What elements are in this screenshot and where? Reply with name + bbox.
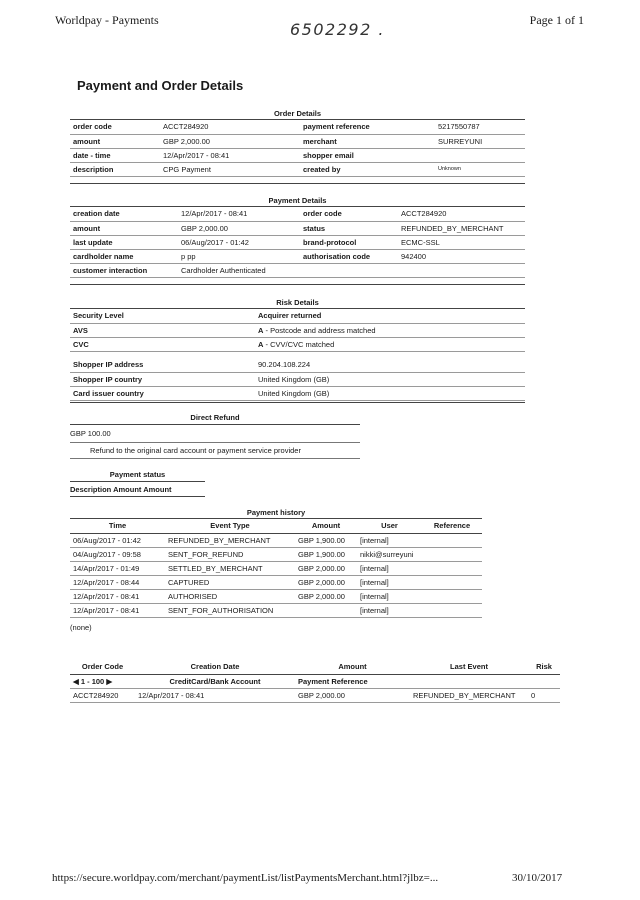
field-value: Cardholder Authenticated [178,263,300,277]
last-event: REFUNDED_BY_MERCHANT [410,688,528,702]
divider [70,424,360,425]
field-value: 12/Apr/2017 - 08:41 [178,207,300,221]
divider [70,458,360,459]
table-row [70,249,525,263]
table-row [70,309,525,323]
table-row [70,386,525,400]
field-label: created by [300,162,435,176]
field-value [255,337,525,351]
field-label: date - time [70,148,160,162]
field-label: Card issuer country [70,386,255,400]
event-amount: GBP 2,000.00 [295,561,357,575]
previous-page-icon[interactable]: ◀ [73,676,79,686]
field-label: order code [70,120,160,134]
event-user: [internal] [357,533,422,547]
table-header-row [70,519,482,533]
field-value: ACCT284920 [160,120,300,134]
event-amount: GBP 1,900.00 [295,533,357,547]
field-value [435,148,525,162]
field-value: GBP 2,000.00 [160,134,300,148]
page-number: Page 1 of 1 [529,13,584,27]
refund-note: Refund to the original card account or payment service provider [90,446,301,455]
empty-cell [300,263,398,277]
field-label: description [70,162,160,176]
event-user: [internal] [357,603,422,617]
order-details-table [70,120,525,177]
pager [70,674,135,688]
next-page-icon[interactable]: ▶ [106,676,113,686]
event-amount: GBP 2,000.00 [295,589,357,603]
table-row [70,162,525,176]
table-subheader-row [70,674,560,688]
event-time: 12/Apr/2017 - 08:41 [70,589,165,603]
field-value: ECMC-SSL [398,235,525,249]
field-value: REFUNDED_BY_MERCHANT [398,221,525,235]
risk-score: 0 [528,688,560,702]
table-row [70,120,525,134]
column-header: CreditCard/Bank Account [135,674,295,688]
table-row [70,148,525,162]
table-row [70,221,525,235]
field-value: 12/Apr/2017 - 08:41 [160,148,300,162]
field-label: authorisation code [300,249,398,263]
divider [70,481,205,482]
direct-refund-title: Direct Refund [190,413,240,422]
payment-status-headers [70,485,172,494]
event-amount [295,603,357,617]
none-label: (none) [70,623,92,632]
field-label: Shopper IP address [70,358,255,372]
payment-details-table [70,207,525,278]
event-type: SENT_FOR_REFUND [165,547,295,561]
field-label: creation date [70,207,178,221]
empty-cell [398,263,525,277]
column-header: Amount [295,519,357,533]
event-user: nikki@surreyuni [357,547,422,561]
field-value: SURREYUNI [435,134,525,148]
column-header: User [357,519,422,533]
page-title: Payment and Order Details [77,78,244,93]
table-row[interactable] [70,688,560,702]
column-header: Acquirer returned [255,309,525,323]
column-header: Reference [422,519,482,533]
field-label: Shopper IP country [70,372,255,386]
order-details-title: Order Details [273,109,322,118]
divider [70,284,525,285]
field-label: amount [70,221,178,235]
table-row [70,372,525,386]
event-user: [internal] [357,589,422,603]
event-time: 06/Aug/2017 - 01:42 [70,533,165,547]
event-reference [422,575,482,589]
table-header-row [70,660,560,674]
risk-details-table [70,309,525,352]
table-row [70,263,525,277]
table-row [70,134,525,148]
field-value: GBP 2,000.00 [178,221,300,235]
table-row [70,547,482,561]
empty-cell [528,674,560,688]
handwritten-reference: 6502292 . [290,20,385,39]
field-label: shopper email [300,148,435,162]
field-value: CPG Payment [160,162,300,176]
event-type: CAPTURED [165,575,295,589]
table-row [70,235,525,249]
payment-history-table [70,519,482,618]
field-label: brand-protocol [300,235,398,249]
column-header: Event Type [165,519,295,533]
event-time: 04/Aug/2017 - 09:58 [70,547,165,561]
column-header: Amount [295,660,410,674]
field-value: United Kingdom (GB) [255,386,525,400]
table-row [70,603,482,617]
field-value: Unknown [435,162,525,176]
column-header: Description [70,485,112,494]
payment-history-title: Payment history [246,508,306,517]
event-reference [422,533,482,547]
table-row [70,337,525,351]
event-reference [422,589,482,603]
result-text: - CVV/CVC matched [263,339,335,349]
field-label: amount [70,134,160,148]
event-time: 12/Apr/2017 - 08:44 [70,575,165,589]
result-code: A [258,339,264,349]
payment-details-title: Payment Details [268,196,327,205]
column-header: Amount [143,485,172,494]
event-reference [422,603,482,617]
event-type: SETTLED_BY_MERCHANT [165,561,295,575]
divider [70,183,525,184]
column-header: Time [70,519,165,533]
event-amount: GBP 1,900.00 [295,547,357,561]
field-value: p pp [178,249,300,263]
order-list-table [70,660,560,703]
pager-range: 1 - 100 [80,676,105,686]
print-header-title: Worldpay - Payments [55,13,159,27]
footer-date: 30/10/2017 [512,872,563,884]
field-value [255,323,525,337]
table-row [70,561,482,575]
result-code: A [258,325,264,335]
event-amount: GBP 2,000.00 [295,575,357,589]
table-row [70,533,482,547]
field-value: ACCT284920 [398,207,525,221]
table-row [70,207,525,221]
field-value: 90.204.108.224 [255,358,525,372]
event-type: AUTHORISED [165,589,295,603]
column-header: Security Level [70,309,255,323]
order-code-link[interactable]: ACCT284920 [70,688,135,702]
table-row [70,323,525,337]
divider [70,442,360,443]
event-user: [internal] [357,561,422,575]
event-type: REFUNDED_BY_MERCHANT [165,533,295,547]
field-value: 06/Aug/2017 - 01:42 [178,235,300,249]
divider [70,402,525,403]
column-header: Amount [113,485,142,494]
field-value: 942400 [398,249,525,263]
field-label: merchant [300,134,435,148]
field-label: customer interaction [70,263,178,277]
event-time: 14/Apr/2017 - 01:49 [70,561,165,575]
field-label: AVS [70,323,255,337]
field-label: status [300,221,398,235]
risk-details-title: Risk Details [276,298,319,307]
empty-cell [410,674,528,688]
field-label: CVC [70,337,255,351]
creation-date: 12/Apr/2017 - 08:41 [135,688,295,702]
footer-url: https://secure.worldpay.com/merchant/paymentList/listPaymentsMerchant.html?jlbz=... [52,872,439,884]
result-text: - Postcode and address matched [263,325,376,335]
field-label: cardholder name [70,249,178,263]
refund-amount: GBP 100.00 [70,429,111,438]
field-label: last update [70,235,178,249]
field-label: payment reference [300,120,435,134]
divider [70,496,205,497]
field-label: order code [300,207,398,221]
field-value: United Kingdom (GB) [255,372,525,386]
event-type: SENT_FOR_AUTHORISATION [165,603,295,617]
table-row [70,589,482,603]
event-time: 12/Apr/2017 - 08:41 [70,603,165,617]
table-row [70,575,482,589]
column-header: Order Code [70,660,135,674]
shopper-info-table [70,358,525,401]
payment-status-title: Payment status [109,470,166,479]
event-reference [422,547,482,561]
column-header: Last Event [410,660,528,674]
column-header: Payment Reference [295,674,410,688]
amount: GBP 2,000.00 [295,688,410,702]
column-header: Creation Date [135,660,295,674]
table-row [70,358,525,372]
field-value: 5217550787 [435,120,525,134]
event-reference [422,561,482,575]
event-user: [internal] [357,575,422,589]
column-header: Risk [528,660,560,674]
